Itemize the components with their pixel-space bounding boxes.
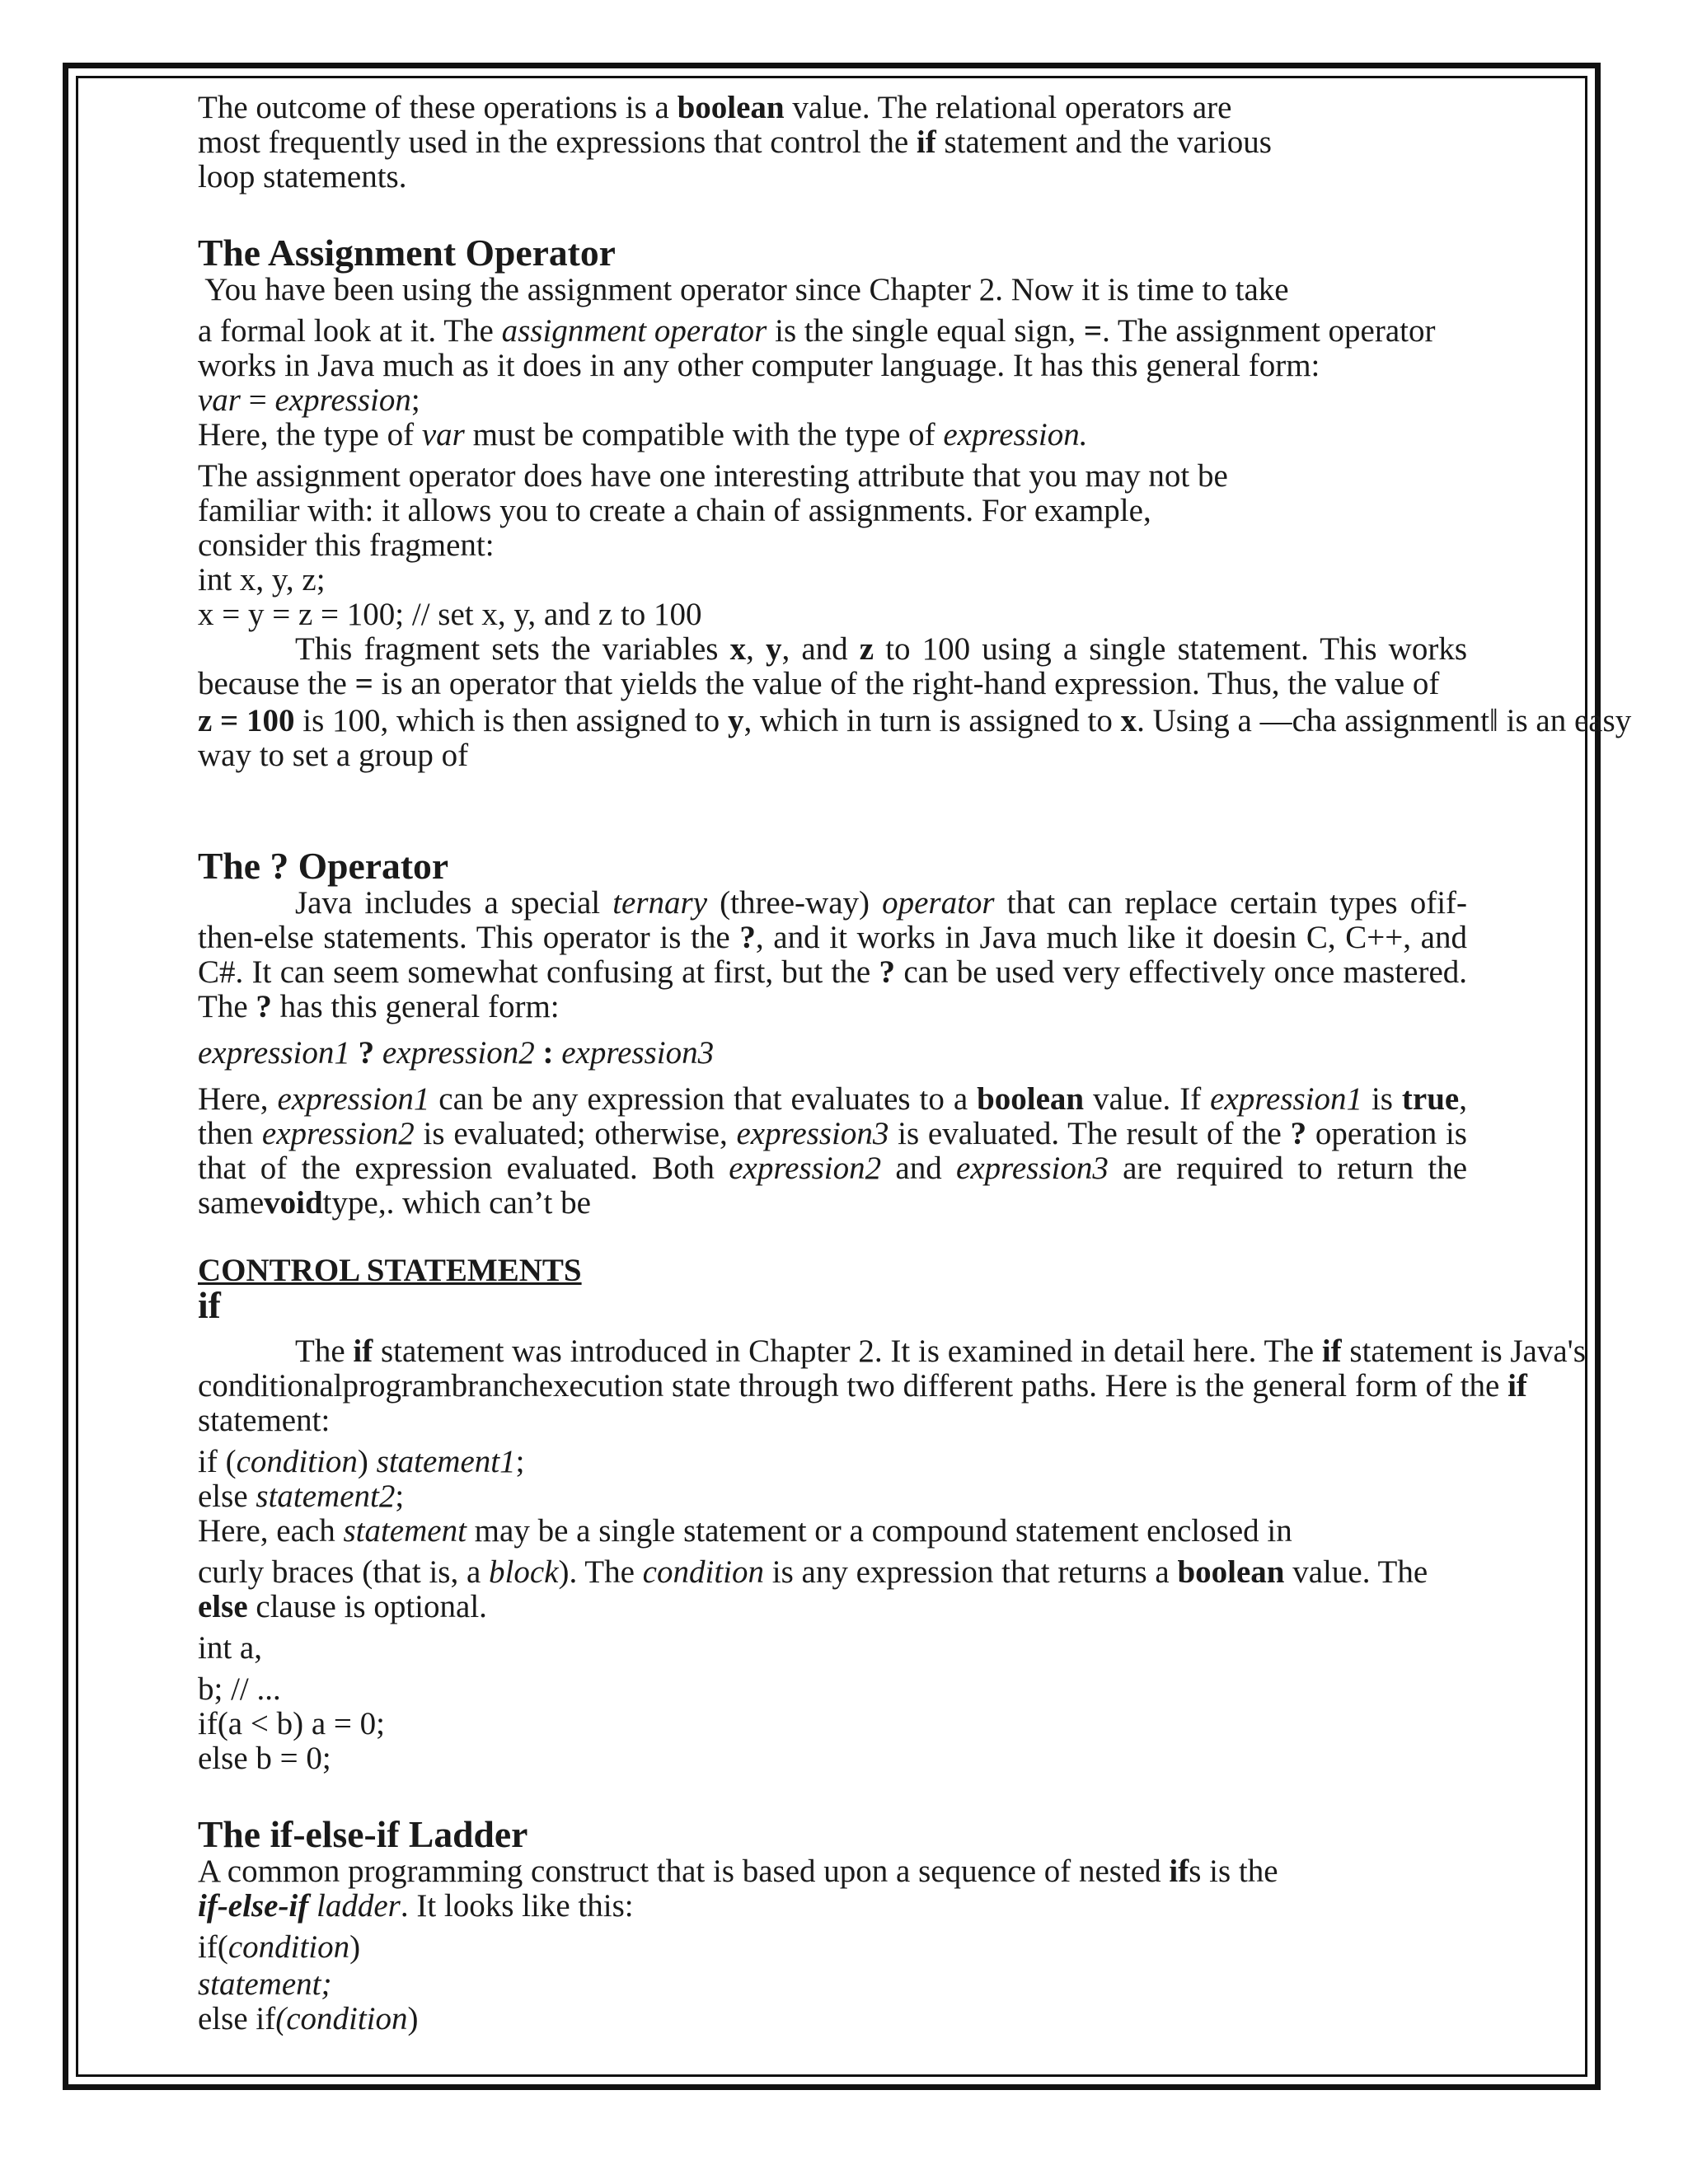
- code-line: x = y = z = 100; // set x, y, and z to 100: [198, 597, 702, 632]
- text-line: loop statements.: [198, 159, 407, 194]
- section-heading-control: CONTROL STATEMENTS: [198, 1253, 582, 1288]
- text-line: The assignment operator does have one interesting attribute that you may not be: [198, 458, 1228, 494]
- section-heading-assignment: The Assignment Operator: [198, 232, 616, 274]
- code-line: else if(condition): [198, 2001, 419, 2036]
- text-line: Here, each statement may be a single statement or a compound statement enclosed in: [198, 1513, 1292, 1549]
- text-line: familiar with: it allows you to create a chain of assignments. For example,: [198, 493, 1151, 528]
- code-line: else b = 0;: [198, 1741, 331, 1776]
- text-line: conditionalprogrambranchexecution state through two different paths. Here is the general form of the if: [198, 1368, 1527, 1404]
- intro-paragraph: [198, 91, 1562, 194]
- code-line: statement;: [198, 1966, 332, 2002]
- text-line: The if statement was introduced in Chapter 2. It is examined in detail here. The if statement is Java's: [295, 1333, 1586, 1369]
- code-line: int a,: [198, 1630, 262, 1666]
- text-line: statement:: [198, 1403, 331, 1438]
- ladder-section: [198, 1854, 1562, 2036]
- explanation-paragraph: This fragment sets the variables x, y, and z to 100 using a single statement. This works because the = is an operator that yields the value of the right-hand expression. Thus, the value of: [198, 631, 1468, 701]
- text-line: You have been using the assignment operator since Chapter 2. Now it is time to take: [198, 272, 1289, 307]
- code-line: int x, y, z;: [198, 562, 326, 598]
- general-form: if (condition) statement1;: [198, 1444, 525, 1479]
- text-line: most frequently used in the expressions that control the if statement and the various: [198, 124, 1272, 160]
- text-line: a formal look at it. The assignment operator is the single equal sign, =. The assignment operator: [198, 313, 1436, 349]
- text-line: Here, the type of var must be compatible with the type of expression.: [198, 417, 1088, 452]
- text-line: z = 100 is 100, which is then assigned to y, which in turn is assigned to x. Using a ―cha assignment‖ is an easy: [198, 703, 1632, 738]
- text-line: way to set a group of: [198, 738, 469, 773]
- text-line: The outcome of these operations is a boolean value. The relational operators are: [198, 90, 1232, 125]
- ternary-explanation: Here, expression1 can be any expression that evaluates to a boolean value. If expression1 is true, then expression2 is evaluated; otherwise, expression3 is evaluated. The result of the ? operation is that of the expression evaluated. Both expression2 and expression3 are required to return the samevoidtype,. which can’t be: [198, 1081, 1468, 1221]
- text-line: works in Java much as it does in any other computer language. It has this general form:: [198, 348, 1320, 383]
- general-form: expression1 ? expression2 : expression3: [198, 1035, 715, 1071]
- general-form: var = expression;: [198, 382, 420, 418]
- text-line: curly braces (that is, a block). The condition is any expression that returns a boolean value. The: [198, 1554, 1428, 1590]
- if-section: [198, 1333, 1586, 1776]
- code-line: if(a < b) a = 0;: [198, 1706, 385, 1741]
- section-heading-ladder: The if-else-if Ladder: [198, 1813, 528, 1855]
- document-body: [198, 90, 1632, 2036]
- text-line: if-else-if ladder. It looks like this:: [198, 1888, 634, 1924]
- text-line: else clause is optional.: [198, 1589, 487, 1624]
- assignment-section: [198, 272, 1632, 773]
- code-line: if(condition): [198, 1929, 361, 1965]
- section-heading-ternary: The ? Operator: [198, 845, 449, 887]
- text-line: consider this fragment:: [198, 527, 495, 563]
- general-form: else statement2;: [198, 1479, 405, 1514]
- subheading-if: if: [198, 1284, 221, 1326]
- code-line: b; // ...: [198, 1671, 281, 1707]
- ternary-paragraph: Java includes a special ternary (three-way) operator that can replace certain types ofif-then-else statements. This operator is the ?, and it works in Java much like it doesin C, C++, and C#. It can seem somewhat confusing at first, but the ? can be used very effectively once mastered. The ? has this general form:: [198, 885, 1467, 1024]
- ternary-section: [198, 886, 1562, 1221]
- text-line: A common programming construct that is based upon a sequence of nested ifs is the: [198, 1854, 1278, 1889]
